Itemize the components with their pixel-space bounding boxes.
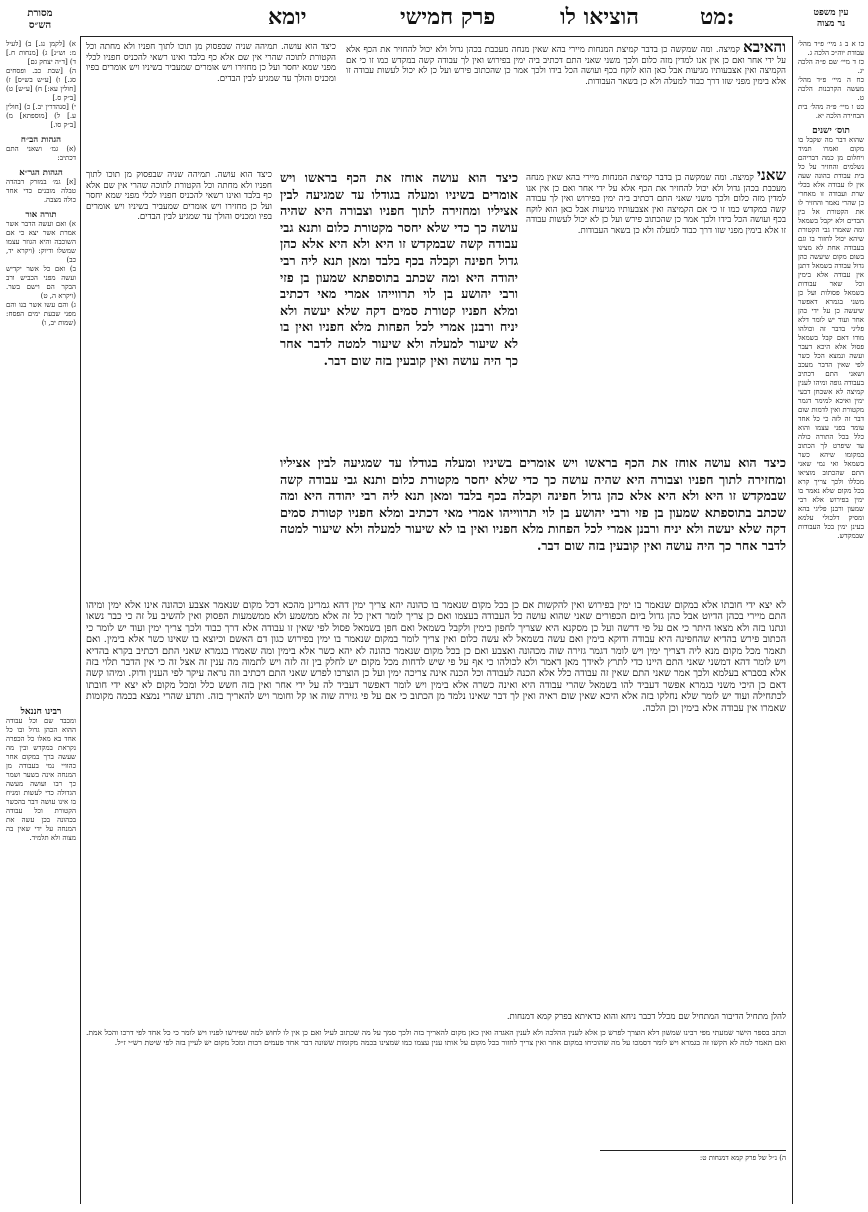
masoret-label: מסורת הש״ס (27, 8, 53, 31)
chapter-title: הוציאו לו (560, 4, 639, 30)
right-margin-rule (792, 36, 793, 1204)
hagahot-hagra-heading: הגהות הגר״א (19, 168, 63, 178)
gemara-main-text: כיצד הוא עושה אוחז את הכף בראשו ויש אומרים בשיניו ומעלה בגודלו עד שמגיעה לבין אציליו ומחזירה לתוך חפניו וצבורה היא שהיה עושה כך כדי שלא יחסר מקטורת כלום ותנא גבי עבודה קשה שבמקדש זו היא ולא היא אלא כהן גדול חפינה וקבלה בכף בלבד ומאן תנא ליה רבי יהודה היא ומה שכתב בתוספתא שמעון בן פזי ורבי יהושע בן לוי תרווייהו אמרי מאי דכתיב ומלא חפניו קטורת סמים דקה שלא יעשה ולא יניח ורבנן אמרי לכל הפחות מלא חפניו ואין בו לא שיעור למעלה ולא שיעור למטה לדבר אחר כך היה עושה ואין קובעין בזה שום דבר. (280, 170, 518, 368)
hagahot-hagra-text: [א] גמ׳ במזרק דבהדה טבלה מובנים כדי אחד כולה מצבה. (6, 178, 76, 204)
top-right-commentary (346, 42, 786, 162)
left-margin (6, 40, 76, 1200)
chapter-number: פרק חמישי (400, 4, 496, 30)
torah-or-text: א) ואם ועשה הדבר אשר אמרת אשר יצא כי אם השוכבה והיא הגוזר עצמו שמשלו ודיוק: (ויקרא יד, כב) ב) ואם כל אשר יקדיש ועשה מפני הכביש ורב הבקר הם וישם בשר. (ויקרא ה, ט) ג) והם עשו אשר בנו והם מפני שבעת ימים הפסח: (שמות יב, ו) (6, 220, 76, 327)
bottom-note: להלן מתחיל הדיבור המתחיל שם מכלל דכבר ניחא והוא כדאיתא בפרק קמא דמנחות. (506, 1012, 786, 1022)
right-commentary-text: קמיצה. ומה שמקשה כן בדבר קמיצת המנחות מיירי בהא שאין מנחה מעכבת בכהן גדול ולא יכול להחזיר את הכף אלא על ידי אחר ואם כן אין אנו למדין מזה כלום ולכך משני שאני התם דכתיב ביה ימין בפירוש ואין לך עבודה קשה במקדש כמו זו כי אם הקמיצה ואין אצבעותיו מגיעות אבל כאן הוא לוקח בכף ועושה הכל בידו ולכך אמר כן שהכתוב פירש ועל כן לא יכול לעשות עבודה זו אלא בימין מפני שזו דרך כבוד למעלה ולא כן בשאר העבודות. (526, 173, 786, 236)
hagahot-bach-heading: הגהות הב״ח (20, 135, 62, 145)
left-margin-rule (80, 36, 81, 1204)
small-print-block: וכתב בספר הישר שמעתי מפי רבינו שמשון דלא הוצרך לפרש כן אלא לענין ההלכה ולא לענין האגדה ואין כאן מקום להאריך בזה ולכך סמך על מה שכתוב לעיל ואם כן אין לו לחוש למה שפירשו לפניו ויש לומר כי כל אחד לפי דרכו והכל אמת. ואם תאמר למה לא הקשו זה בגמרא ויש לומר דסמכו על מה שהוכיחו במקום אחר ואין צריך לחזור בכל מקום על אותו ענין עצמו כמו שמצינו בכמה מקומות ששונה דבר אחד פעמים רבות ומכל מקום יש לעיין בזה לפי שיטת רש״י ז״ל. (86, 1028, 786, 1047)
rabbeinu-chananel-text: ומכבד שם וכל עבודה ההוא הכהן גדול ובו כל אחד בא מאלו כל הכפרה נקראת במקדש ובין מה שעשה ברך במקום אחר כהוויי נמי בעבודה מן המנחה אינה בשער ושמר כך רבו ועושה מעשה הגדולה כדי לעשות ומניח בו אינו עושה דבר בהכשר הקטורת וכל עבודה בכהונה בכן עשה את המנחה על ידי שאין בה מצוה ולא תלמיד. (6, 717, 76, 842)
continued-text: קמיצה. ומה שמקשה כן בדבר קמיצת המנחות מיירי בהא שאין מנחה מעכבת בכהן גדול ולא יכול להחזיר את הכף אלא על ידי אחר ואם כן אין אנו למדין מזה כלום ולכך משני שאני התם דכתיב ביה ימין בפירוש ואין לך עבודה קשה במקדש כמו זו כי אם הקמיצה ואין אצבעותיו מגיעות אבל כאן הוא לוקח בכף ועושה הכל בידו ולכך אמר כן שהכתוב פירש ועל כן לא יכול לעשות עבודה זו אלא בימין מפני שזו דרך כבוד למעלה ולא כן בשאר העבודות. (346, 45, 786, 87)
rabbeinu-chananel-heading: רבינו חננאל (20, 707, 62, 717)
footnote: ה) נ״ל של פרק קמא דמנחות ט: (699, 1154, 786, 1162)
hagahot-bach-text: (א) גמ׳ ושאני התם דכתיב: (6, 145, 76, 162)
ein-mishpat-references: כו א ב ג מיי׳ פ״ד מהל׳ עבודת יוה״כ הלכה ג. כז ד מיי׳ שם פ״ה הלכה יג. כח ה מיי׳ פ״ד מהל׳ מעשה הקרבנות הלכה ט. כט ו מיי׳ פ״ה מהל׳ בית הבחירה הלכה יא. (798, 40, 864, 120)
torah-or-heading: תורה אור (25, 210, 57, 220)
gemara-lower-text: כיצד הוא עושה אוחז את הכף בראשו ויש אומרים בשיניו ומעלה בגודלו עד שמגיעה לבין אציליו ומחזירה לתוך חפניו וצבורה היא שהיה עושה כך כדי שלא יחסר מקטורת כלום ותנא גבי עבודה קשה שבמקדש זו היא ולא היא אלא כהן גדול חפינה וקבלה בכף בלבד ומאן תנא ליה רבי יהודה היא ומה שכתב בתוספתא שמעון בן פזי ורבי יהושע בן לוי תרווייהו אמרי מאי דכתיב ומלא חפניו קטורת סמים דקה שלא יעשה ולא יניח ורבנן אמרי לכל הפחות מלא חפניו ואין בו לא שיעור למעלה ולא שיעור למטה לדבר אחר כך היה עושה ואין קובעין בזה שום דבר. (280, 455, 786, 553)
page-header (0, 0, 868, 36)
page-number: מט: (700, 4, 735, 30)
header-rule (80, 36, 792, 37)
shani-word: שאני (756, 170, 786, 184)
intro-word: והאיבא (743, 42, 786, 56)
footnote-rule (600, 1150, 786, 1151)
tractate-name: יומא (268, 4, 307, 30)
tosafot-yeshanim-text: שהוא דבר מה שקבל בו מקום ואמרו תמיד ויחלום מן כמה דבריהם נשלמים והחזיר על כל בית עבודת כהונה שעה אין לו עבודה אלא בכלי שרת ועבודה זו מאחרי כן שהרי נאמר והחזיר לו את הקטורת אל בין הבדים ולא יקבל בשמאל ומה שאמרו גבי הקטורת שיהא יכול לחזור בו וגם בעבודה אחת לא מצינו בשום מקום שיעשה כהן גדול עבודה בשמאל דתנן אין עבודה אלא בימין וכל שאר עבודות בשמאל פסולות ועל כן משני בגמרא דאפשר שיעשה כן על ידי כהן אחר ועוד יש לומר דלא פליגי בדבר זה וכולהו מודו דאם קבל בשמאל פסול אלא היכא דעבר ועשה ונמצא הכל כשר לפי שאין הדבר מעכב ושאני התם דכתיב בעבודה גופה ומיהו לענין קמיצה לא אשכחן דבעי ימין ואיכא למימר דגמר מקטורת ואין לדמות שום דבר זה לזה כי כל אחד עומד בפני עצמו והוא כלל בכל התורה כולה עד שיפרט לך הכתוב במקומו שיהא כשר בשמאל ואי נמי שאני התם שהכתוב מוציאו מכללו ולכך צריך קרא בכל מקום שלא נאמר בו ימין בפירוש אלא רבי שמעון ורבנן פליגי בהא ומסיק דלכולי עלמא בעינן ימין בכל העבודות שבמקדש. (798, 136, 864, 540)
left-commentary-text: כיצד הוא עושה. תמיהה שניה שבפסוק מן תוכו לתוך חפניו ולא מחתה וכל הקטורת לתוכה שהרי אין שם אלא כף בלבד ואינו רשאי להכניס חפניו לכלי מפני שמא יחסר ועל כן מחזירו ויש אומרים שמעביר בשיניו ויש אומרים בפיו ומכניס והולך עד שמגיע לבין הבדים. (86, 170, 272, 223)
main-left-commentary (86, 170, 272, 590)
right-margin (798, 40, 864, 1200)
top-left-commentary: כיצד הוא עושה. תמיהה שניה שבפסוק מן תוכו לתוך חפניו ולא מחתה וכל הקטורת לתוכה שהרי אין שם אלא כף בלבד ואינו רשאי להכניס חפניו לכלי מפני שמא יחסר ועל כן מחזירו ויש אומרים שמעביר בשיניו ויש אומרים בפיו ומכניס והולך עד שמגיע לבין הבדים. (86, 42, 336, 84)
tosafot-yeshanim-heading: תוס׳ ישנים (812, 126, 850, 136)
masoret-references: א) [לקמן נג.] ב) [לעיל מ: וש״נ] ג) [מנחות ח.] ד) [ד״ה יצחק גם] ה) [שבת כב. ופסחים סג.] ו) [ע״ש בש״ס] ז) [חולין עא:] ח) [ע״ש] ט) [ב״ק ס.] י) [סנהדרין יב.] כ) [חולין ע.] ל) [מוספתא] מ) [ב״ק סו.] (6, 40, 76, 129)
lower-commentary: לא יצא ידי חובתו אלא במקום שנאמר בו ימין בפירוש ואין להקשות אם כן בכל מקום שנאמר בו כהונה יהא צריך ימין דהא גמרינן מהכא דכל מקום שנאמר אצבע וכהונה אינו אלא ימין ומיהו התם מיירי בכהן הדיוט אבל כהן גדול ביום הכפורים שאני שהוא עושה כל העבודה בעצמו ואם כן צריך לומר דאין כל זה אלא ממשמע ולא ממשמעות הפסוק ואין להשיב על זה כי כבר נשאו ונתנו בזה ולא מצאו היתר כי אם על פי דרשה ועל כן מסקנא היא שצריך לחפון בימין ולקבל בשמאל ואם חפן בשמאל פסול לפי שאין זו עבודה אלא דרך כבוד ולכך צריך ימין ועוד יש לומר כי הכתוב פירש בהדיא שהחפינה היא עבודה ודוקא בימין ואם עשה בשמאל לא עשה כלום ואין צריך לומר במקום שנאמר בו ימין בפירוש כגון דם האשם וכיוצא בו שאינו כשר אלא בימין. ואם תאמר מכל מקום מנא ליה דצריך ימין ויש לומר דגמר גזירה שוה מכהונה ואצבע ואם כן בכל מקום שנאמר כהונה לא יהא כשר אלא בימין ומה שאמרו בגמרא שאני התם דכתיב בקרא בהדיא ויש לומר דהא דמשני שאני התם היינו כדי לתרץ לאידך מאן דאמר ולא לכולהו כי אף על פי שיש לדחות מכל מקום יש לחלק בין זה לזה ויש לתמוה מה ענין זה אצל זה כי אין הדבר תלוי בזה אלא בסברא בעלמא ולכך אמר שאני התם שאין זה עבודה כלל אלא הכנה לעבודה וכל הכנה אינה צריכה ימין ועל כן הוצרכו לפרש שאני התם דכתיב וזה נראה עיקר לפי הענין ודוק. ומיהו קשה דאם כן היכי משני בגמרא אפשר דעביד להו בשמאל שהרי עבודה היא ואינה כשרה אלא בימין ויש לומר דאפשר דעביד לה על ידי אחר ואין בזה חשש כלל ומכל מקום לא יצא ידי חובתו לכתחילה ועוד יש לומר שלא נחלקו בזה אלא היכא שאין שום ראיה ואין לך דבר שאינו נלמד מן הכתוב כי אם על פי גזירה שוה או קל וחומר ויש להאריך בזה. ותדע שהרי נמצא בכמה מקומות שאמרו אין עבודה אלא בימין וכן הלכה. (86, 600, 786, 714)
ein-mishpat-label: עין משפט נר מצוה (813, 8, 849, 29)
